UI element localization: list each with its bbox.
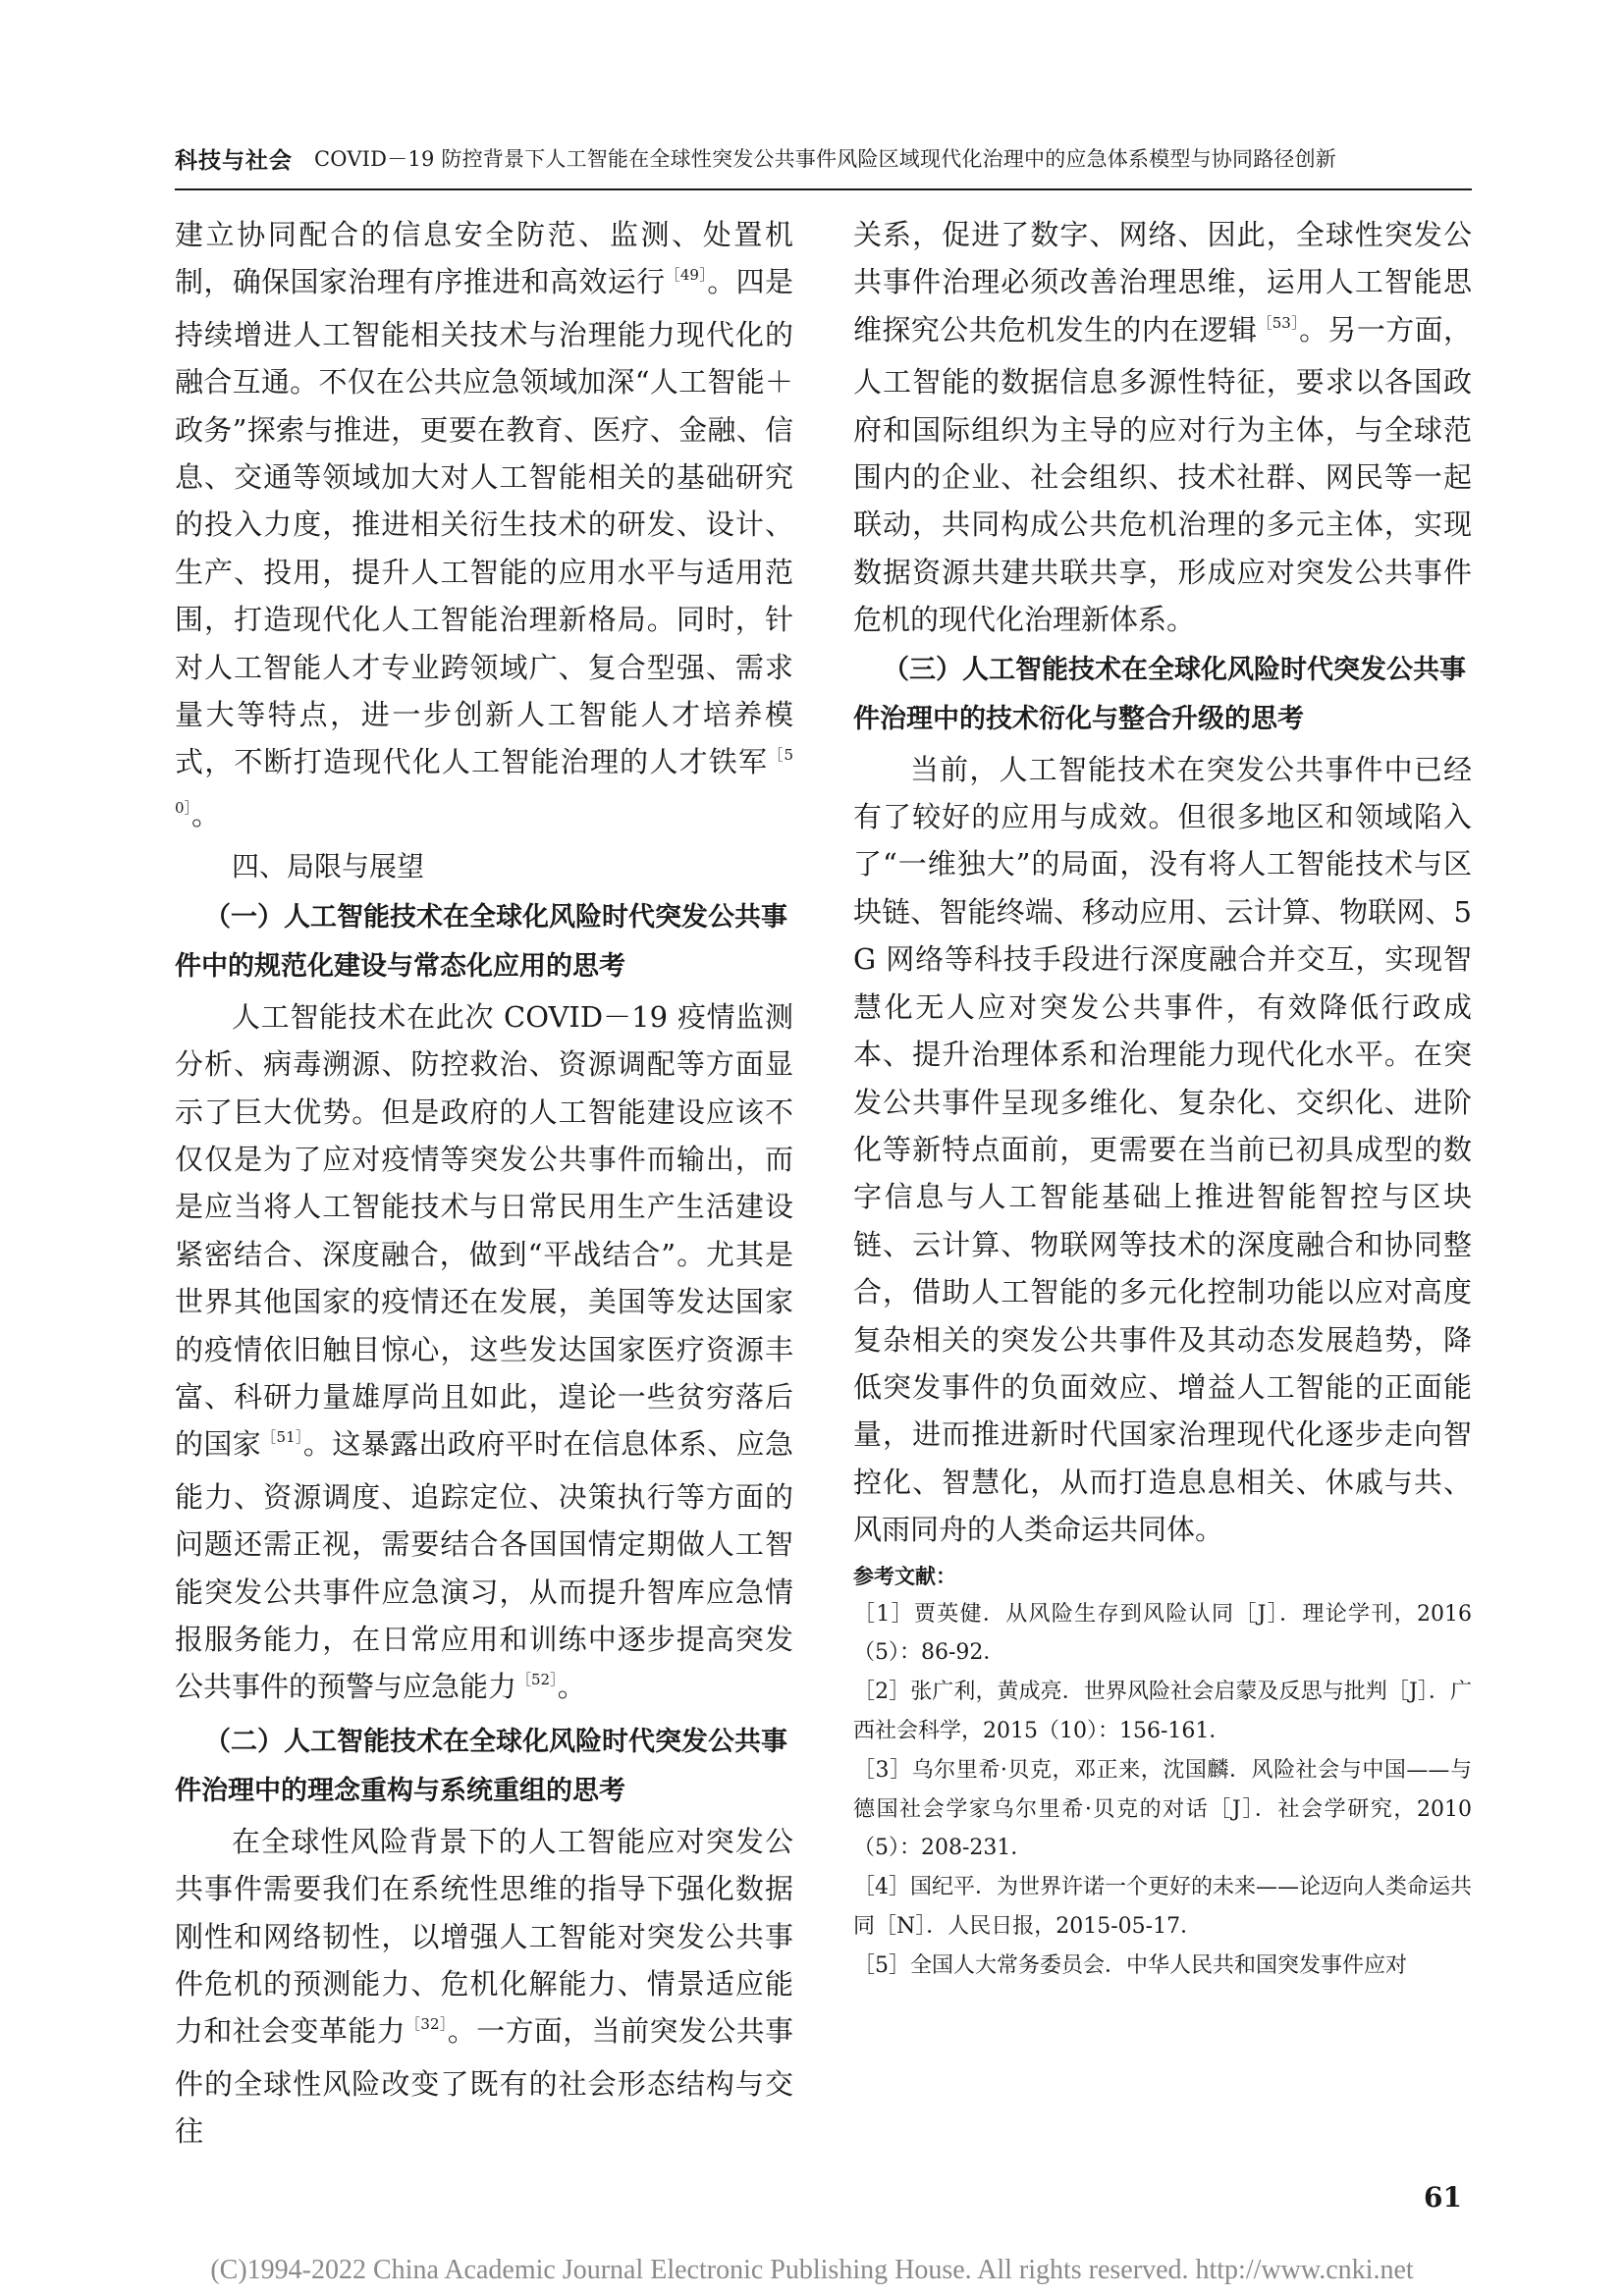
- citation-marker: ［52］: [516, 1671, 558, 1689]
- section-heading: 四、局限与展望: [232, 850, 425, 883]
- copyright-footer: (C)1994-2022 China Academic Journal Electronic Publishing House. All rights reserved. http://www.cnki.net: [210, 2255, 1414, 2285]
- paragraph: [853, 211, 1472, 644]
- citation-marker: ［51］: [261, 1428, 303, 1447]
- left-column: [175, 211, 793, 2156]
- reference-item: ［3］乌尔里希·贝克，邓正来，沈国麟．风险社会与中国——与德国社会学家乌尔里希·贝克的对话［J］．社会学研究，2010（5）：208-231．: [853, 1757, 1472, 1861]
- citation-marker: ［32］: [406, 2015, 448, 2034]
- reference-item: ［2］张广利，黄成亮．世界风险社会启蒙及反思与批判［J］．广西社会科学，2015（10）：156-161．: [853, 1680, 1472, 1743]
- paragraph-text: 。: [191, 797, 221, 831]
- subsection-heading: （二）人工智能技术在全球化风险时代突发公共事件治理中的理念重构与系统重组的思考: [175, 1726, 787, 1806]
- paragraph-text: 。一方面，当前突发公共事件的全球性风险改变了既有的社会形态结构与交往: [175, 2014, 793, 2149]
- page-number: 61: [1424, 2181, 1462, 2214]
- reference-item: ［1］贾英健．从风险生存到风险认同［J］．理论学刊，2016（5）：86-92．: [853, 1601, 1472, 1666]
- paragraph-text: 建立协同配合的信息安全防范、监测、处置机制，确保国家治理有序推进和高效运行: [175, 218, 793, 299]
- running-header: [175, 135, 1471, 181]
- paragraph: 当前，人工智能技术在突发公共事件中已经有了较好的应用与成效。但很多地区和领域陷入了“一维独大”的局面，没有将人工智能技术与区块链、智能终端、移动应用、云计算、物联网、5G 网络等科技手段进行深度融合并交互，实现智慧化无人应对突发公共事件，有效降低行政成本、提升治理体系和治理能力现代化水平。在突发公共事件呈现多维化、复杂化、交织化、进阶化等新特点面前，更需要在当前已初具成型的数字信息与人工智能基础上推进智能智控与区块链、云计算、物联网等技术的深度融合和协同整合，借助人工智能的多元化控制功能以应对高度复杂相关的突发公共事件及其动态发展趋势，降低突发事件的负面效应、增益人工智能的正面能量，进而推进新时代国家治理现代化逐步走向智控化、智慧化，从而打造息息相关、休戚与共、风雨同舟的人类命运共同体。: [853, 752, 1472, 1547]
- paragraph-text: 。这暴露出政府平时在信息体系、应急能力、资源调度、追踪定位、决策执行等方面的问题还需正视，需要结合各国国情定期做人工智能突发公共事件应急演习，从而提升智库应急情报服务能力，在日常应用和训练中逐步提高突发公共事件的预警与应急能力: [175, 1427, 793, 1704]
- paragraph-text: 。四是持续增进人工智能相关技术与治理能力现代化的融合互通。不仅在公共应急领域加深“人工智能＋政务”探索与推进，更要在教育、医疗、金融、信息、交通等领域加大对人工智能相关的基础研究的投入力度，推进相关衍生技术的研发、设计、生产、投用，提升人工智能的应用水平与适用范围，打造现代化人工智能治理新格局。同时，针对人工智能人才专业跨领域广、复合型强、需求量大等特点，进一步创新人工智能人才培养模式，不断打造现代化人工智能治理的人才铁军: [175, 265, 793, 779]
- right-column: [853, 211, 1472, 1986]
- paragraph-text: 。另一方面，人工智能的数据信息多源性特征，要求以各国政府和国际组织为主导的应对行为主体，与全球范围内的企业、社会组织、技术社群、网民等一起联动，共同构成公共危机治理的多元主体，实现数据资源共建共联共享，形成应对突发公共事件危机的现代化治理新体系。: [853, 312, 1472, 637]
- journal-name: 科技与社会: [175, 147, 293, 174]
- paragraph: [175, 993, 793, 1716]
- citation-marker: ［50］: [175, 746, 793, 817]
- paragraph-text: 。: [557, 1670, 586, 1704]
- header-rule: [175, 188, 1472, 190]
- reference-item: ［5］全国人大常务委员会．中华人民共和国突发事件应对: [853, 1952, 1407, 1978]
- paragraph: [175, 1818, 793, 2156]
- paragraph-text: 人工智能技术在此次 COVID－19 疫情监测分析、病毒溯源、防控救治、资源调配等方面显示了巨大优势。但是政府的人工智能建设应该不仅仅是为了应对疫情等突发公共事件而输出，而是应当将人工智能技术与日常民用生产生活建设紧密结合、深度融合，做到“平战结合”。尤其是世界其他国家的疫情还在发展，美国等发达国家的疫情依旧触目惊心，这些发达国家医疗资源丰富、科研力量雄厚尚且如此，遑论一些贫穷落后的国家: [175, 999, 793, 1462]
- reference-item: ［4］国纪平．为世界许诺一个更好的未来——论迈向人类命运共同［N］．人民日报，2015-05-17．: [853, 1875, 1472, 1939]
- paragraph-text: 在全球性风险背景下的人工智能应对突发公共事件需要我们在系统性思维的指导下强化数据刚性和网络韧性，以增强人工智能对突发公共事件危机的预测能力、危机化解能力、情景适应能力和社会变革能力: [175, 1824, 793, 2049]
- paragraph-text: 关系，促进了数字、网络、因此，全球性突发公共事件治理必须改善治理思维，运用人工智能思维探究公共危机发生的内在逻辑: [853, 218, 1472, 347]
- article-running-title: COVID－19 防控背景下人工智能在全球性突发公共事件风险区域现代化治理中的应急体系模型与协同路径创新: [314, 147, 1337, 171]
- subsection-heading: （一）人工智能技术在全球化风险时代突发公共事件中的规范化建设与常态化应用的思考: [175, 901, 787, 982]
- paragraph: [175, 211, 793, 843]
- references-heading: 参考文献：: [853, 1564, 956, 1588]
- citation-marker: ［49］: [665, 266, 708, 285]
- citation-marker: ［53］: [1257, 313, 1300, 332]
- subsection-heading: （三）人工智能技术在全球化风险时代突发公共事件治理中的技术衍化与整合升级的思考: [853, 654, 1466, 734]
